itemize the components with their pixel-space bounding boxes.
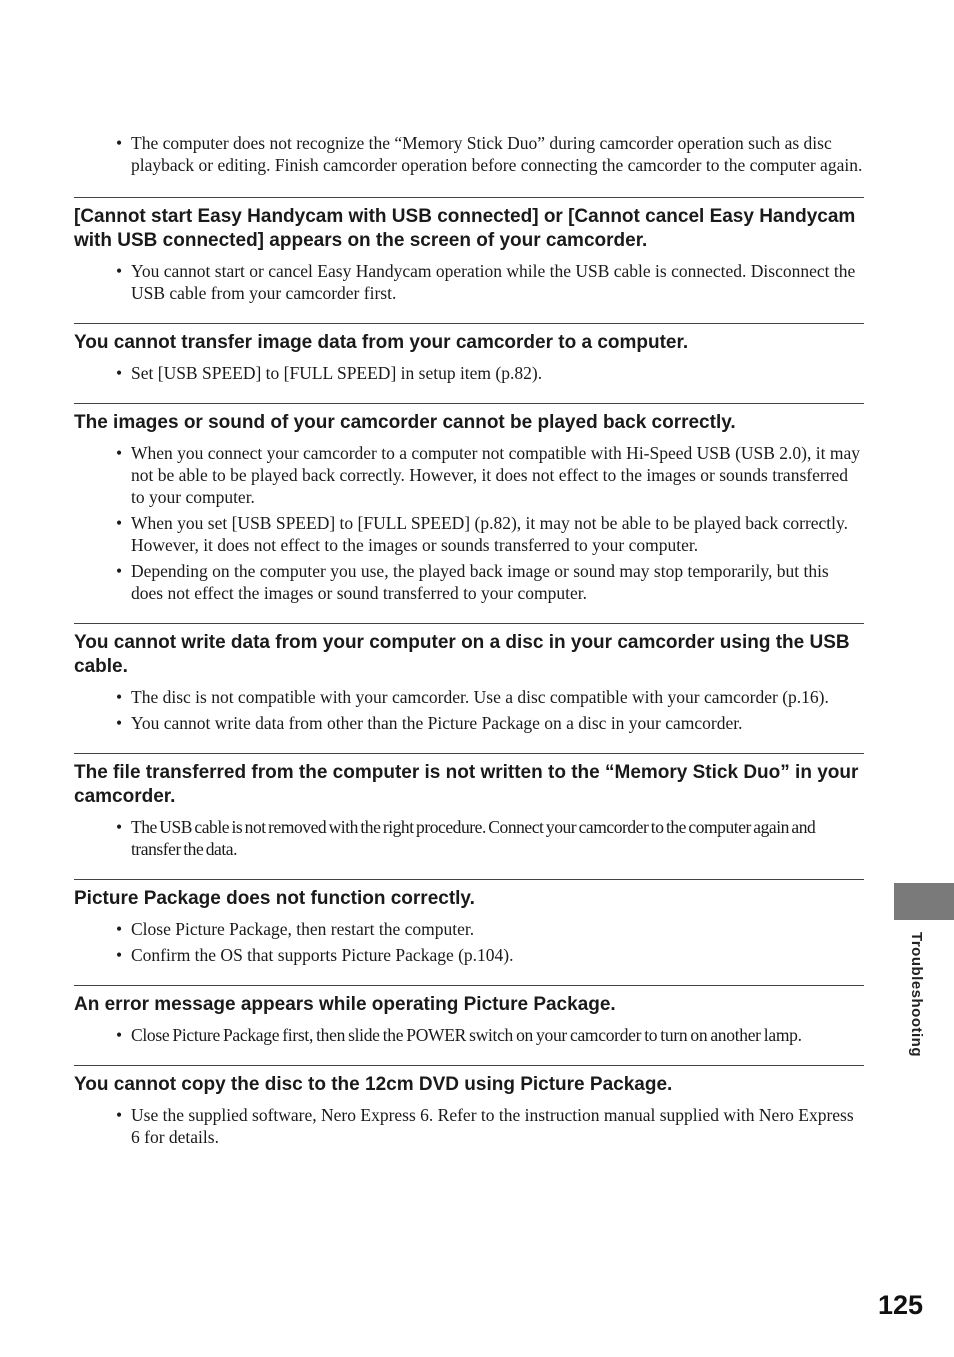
bullet-item: • You cannot start or cancel Easy Handycam operation while the USB cable is connected. Disconnect the USB cable from your camcorder first.	[74, 260, 864, 304]
page-content	[74, 132, 864, 1158]
section-error-message	[74, 985, 864, 1056]
bullet-item: • The computer does not recognize the “Memory Stick Duo” during camcorder operation such as disc playback or editing. Finish camcorder operation before connecting the camcorder to the computer again.	[74, 132, 864, 176]
bullet-item: • Close Picture Package first, then slide the POWER switch on your camcorder to turn on another lamp.	[74, 1024, 864, 1046]
intro-block	[74, 132, 864, 188]
page-number: 125	[877, 1290, 923, 1320]
chapter-side-label	[908, 932, 938, 1072]
chapter-tab-marker	[894, 883, 954, 920]
section-heading: Picture Package does not function correctly.	[74, 888, 475, 909]
bullet-list	[74, 442, 864, 604]
bullet-item: • The disc is not compatible with your camcorder. Use a disc compatible with your camcorder (p.16).	[74, 686, 864, 708]
section-heading: An error message appears while operating Picture Package.	[74, 994, 616, 1015]
bullet-list	[74, 260, 864, 304]
bullet-list	[74, 816, 864, 860]
section-heading: The images or sound of your camcorder cannot be played back correctly.	[74, 412, 736, 433]
section-copy-12cm-dvd	[74, 1065, 864, 1158]
section-heading: [Cannot start Easy Handycam with USB connected] or [Cannot cancel Easy Handycam with USB connected] appears on the screen of your camcorder.	[74, 206, 856, 251]
section-memory-stick-write	[74, 753, 864, 870]
section-cannot-write-disc	[74, 623, 864, 744]
bullet-item: • When you connect your camcorder to a computer not compatible with Hi-Speed USB (USB 2.0), it may not be able to be played back correctly. However, it does not effect to the images or sounds transferred to your computer.	[74, 442, 864, 508]
bullet-item: • Use the supplied software, Nero Express 6. Refer to the instruction manual supplied with Nero Express 6 for details.	[74, 1104, 864, 1148]
bullet-item: • Close Picture Package, then restart the computer.	[74, 918, 864, 940]
bullet-item: • When you set [USB SPEED] to [FULL SPEED] (p.82), it may not be able to be played back correctly. However, it does not effect to the images or sounds transferred to your computer.	[74, 512, 864, 556]
bullet-item: • Depending on the computer you use, the played back image or sound may stop temporarily, but this does not effect the images or sound transferred to your computer.	[74, 560, 864, 604]
bullet-list	[74, 362, 864, 384]
section-playback-problems	[74, 403, 864, 614]
section-heading: The file transferred from the computer is not written to the “Memory Stick Duo” in your camcorder.	[74, 762, 859, 807]
bullet-item: • Set [USB SPEED] to [FULL SPEED] in setup item (p.82).	[74, 362, 864, 384]
bullet-list	[74, 132, 864, 176]
section-cannot-transfer-image-data	[74, 323, 864, 394]
bullet-item: • The USB cable is not removed with the right procedure. Connect your camcorder to the computer again and transfer the data.	[74, 816, 864, 860]
bullet-list	[74, 1104, 864, 1148]
bullet-list	[74, 918, 864, 966]
bullet-list	[74, 686, 864, 734]
bullet-list	[74, 1024, 864, 1046]
section-easy-handycam-usb	[74, 197, 864, 314]
section-picture-package-malfunction	[74, 879, 864, 976]
bullet-item: • You cannot write data from other than the Picture Package on a disc in your camcorder.	[74, 712, 864, 734]
section-heading: You cannot write data from your computer on a disc in your camcorder using the USB cable.	[74, 632, 850, 677]
chapter-side-label-text: Troubleshooting	[908, 932, 925, 1057]
bullet-item: • Confirm the OS that supports Picture Package (p.104).	[74, 944, 864, 966]
section-heading: You cannot copy the disc to the 12cm DVD using Picture Package.	[74, 1074, 673, 1095]
section-heading: You cannot transfer image data from your camcorder to a computer.	[74, 332, 689, 353]
